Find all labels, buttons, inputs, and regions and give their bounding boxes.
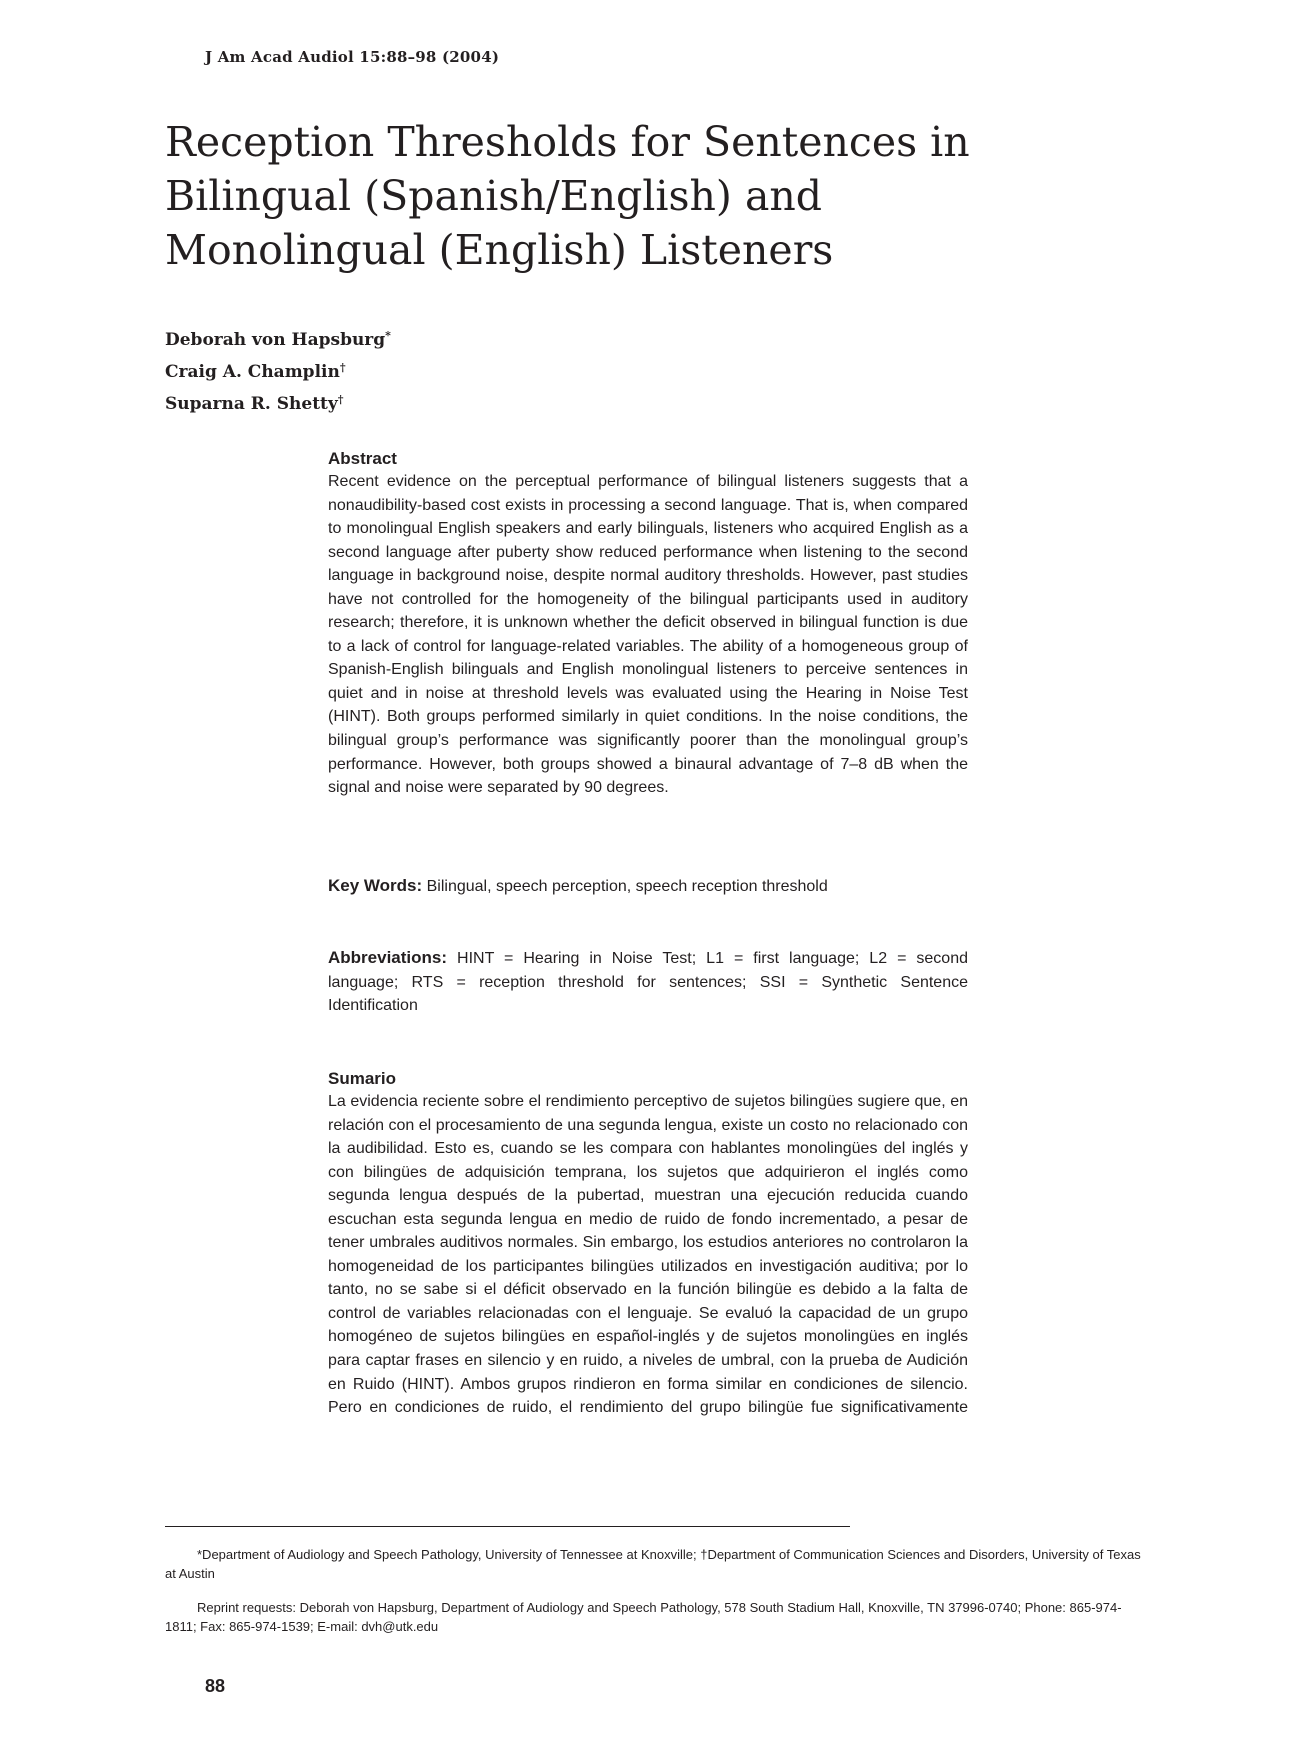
author-mark: †	[339, 361, 346, 374]
author-name: Suparna R. Shetty	[165, 394, 338, 414]
page-number: 88	[205, 1676, 226, 1696]
keywords-section	[328, 874, 968, 899]
author-name: Deborah von Hapsburg	[165, 330, 386, 350]
author-mark: †	[337, 393, 344, 406]
author	[165, 386, 391, 418]
sumario-heading: Sumario	[328, 1069, 397, 1088]
abstract-section	[328, 448, 968, 800]
author-name: Craig A. Champlin	[165, 362, 340, 382]
keywords-text: Bilingual, speech perception, speech reception threshold	[426, 878, 828, 895]
abbreviations-label: Abbreviations:	[328, 948, 448, 967]
affiliation-footnote: *Department of Audiology and Speech Pathology, University of Tennessee at Knoxville; †Department of Communication Sciences and Disorders, University of Texas at Austin	[165, 1547, 1141, 1581]
article-title	[165, 115, 1165, 277]
sumario-text: La evidencia reciente sobre el rendimiento perceptivo de sujetos bilingües sugiere que, en relación con el procesamiento de una segunda lengua, existe un costo no relacionado con la audibilidad. Esto es, cuando se les compara con hablantes monolingües del inglés y con bilingües de adquisición temprana, los sujetos que adquirieron el inglés como segunda lengua después de la pubertad, muestran una ejecución reducida cuando escuchan esta segunda lengua en medio de ruido de fondo incrementado, a pesar de tener umbrales auditivos normales. Sin embargo, los estudios anteriores no controlaron la homogeneidad de los participantes bilingües utilizados en investigación auditiva; por lo tanto, no se sabe si el déficit observado en la función bilingüe es debido a la falta de control de variables relacionadas con el lenguaje. Se evaluó la capacidad de un grupo homogéneo de sujetos bilingües en español-inglés y de sujetos monolingües en inglés para captar frases en silencio y en ruido, a niveles de umbral, con la prueba de Audición en Ruido (HINT). Ambos grupos rindieron en forma similar en condiciones de silencio. Pero en condiciones de ruido, el rendimiento del grupo bilingüe fue significativamente	[328, 1093, 968, 1417]
abstract-text: Recent evidence on the perceptual performance of bilingual listeners suggests that a nonaudibility-based cost exists in processing a second language. That is, when compared to monolingual English speakers and early bilinguals, listeners who acquired English as a second language after puberty show reduced performance when listening to the second language in background noise, despite normal auditory thresholds. However, past studies have not controlled for the homogeneity of the bilingual participants used in auditory research; therefore, it is unknown whether the deficit observed in bilingual function is due to a lack of control for language-related variables. The ability of a homogeneous group of Spanish-English bilinguals and English monolingual listeners to perceive sentences in quiet and in noise at threshold levels was evaluated using the Hearing in Noise Test (HINT). Both groups performed similarly in quiet conditions. In the noise conditions, the bilingual group’s performance was significantly poorer than the monolingual group’s performance. However, both groups showed a binaural advantage of 7–8 dB when the signal and noise were separated by 90 degrees.	[328, 473, 968, 797]
abstract-heading: Abstract	[328, 449, 397, 468]
sumario-section	[328, 1068, 968, 1420]
title-line: Reception Thresholds for Sentences in	[165, 118, 970, 166]
title-line: Monolingual (English) Listeners	[165, 226, 834, 274]
author-list	[165, 322, 391, 418]
abbreviations-section	[328, 946, 968, 1018]
title-line: Bilingual (Spanish/English) and	[165, 172, 823, 220]
footnote-divider	[165, 1526, 850, 1527]
author	[165, 354, 391, 386]
abbreviations-text: HINT = Hearing in Noise Test; L1 = first language; L2 = second language; RTS = reception threshold for sentences; SSI = Synthetic Sentence Identification	[328, 950, 968, 1015]
author-mark: *	[385, 329, 391, 342]
reprint-footnote: Reprint requests: Deborah von Hapsburg, Department of Audiology and Speech Pathology, 578 South Stadium Hall, Knoxville, TN 37996-0740; Phone: 865-974-1811; Fax: 865-974-1539; E-mail: dvh@utk.edu	[165, 1600, 1122, 1634]
keywords-label: Key Words:	[328, 876, 423, 895]
journal-citation: J Am Acad Audiol 15:88–98 (2004)	[205, 48, 500, 66]
author	[165, 322, 391, 354]
